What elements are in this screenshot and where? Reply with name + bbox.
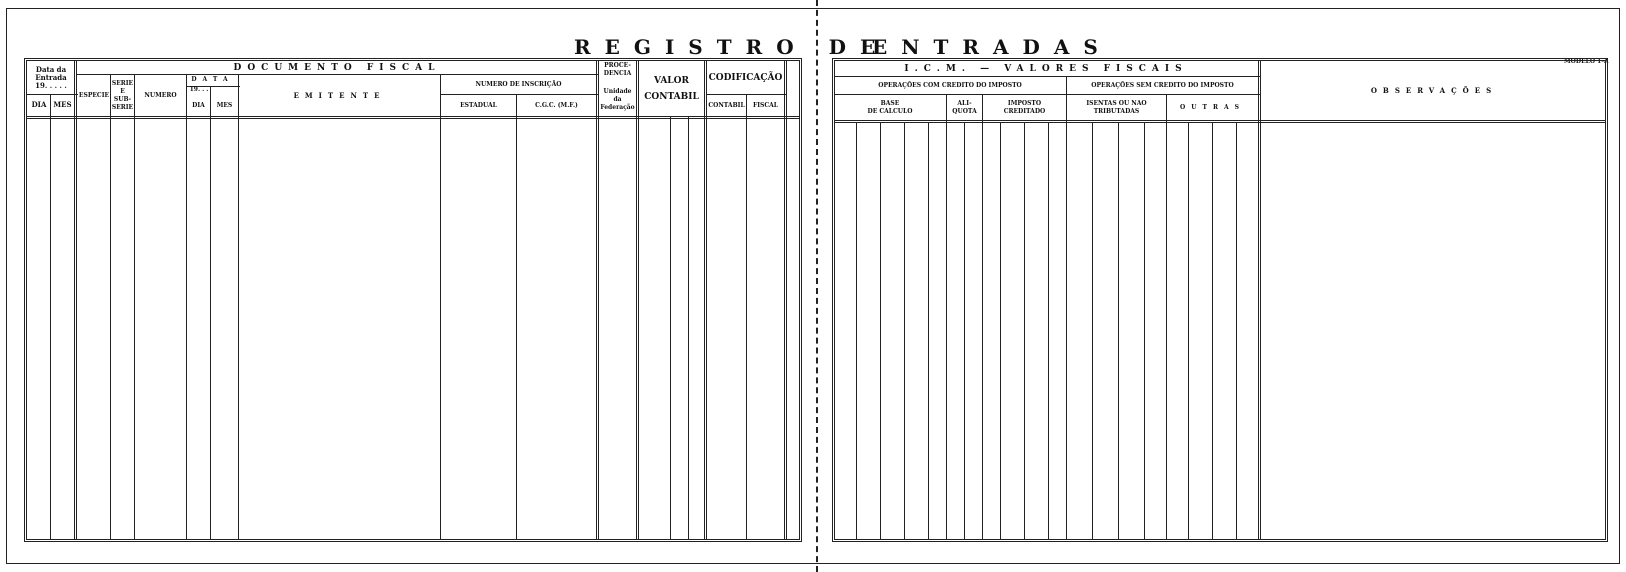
numero-header: NUMERO: [144, 92, 177, 99]
data-entrada-header: Data da Entrada 19. . . . .: [35, 65, 67, 90]
isentas-header: ISENTAS OU NAO TRIBUTADAS: [1086, 100, 1147, 115]
aliquota-header: ALI- QUOTA: [952, 100, 977, 115]
observacoes-header: OBSERVAÇÕES: [1370, 86, 1498, 95]
codificacao-header: CODIFICAÇÃO: [708, 73, 783, 83]
fiscal-values-table: [832, 58, 1608, 542]
contabil-header: CONTABIL: [708, 102, 745, 109]
data-mes-header: MES: [216, 102, 233, 109]
title-left: REGISTRO DE: [574, 35, 890, 59]
valor-contabil-header: VALOR CONTABIL: [644, 76, 699, 102]
estadual-header: ESTADUAL: [460, 102, 497, 109]
cgc-header: C.G.C. (M.F.): [535, 102, 578, 109]
documento-fiscal-header: DOCUMENTO FISCAL: [233, 63, 441, 73]
imposto-creditado-header: IMPOSTO CREDITADO: [1003, 100, 1046, 115]
mes-header: MES: [53, 100, 72, 109]
left-header-separator: [26, 116, 800, 119]
title-right: ENTRADAS: [872, 35, 1112, 59]
base-calculo-header: BASE DE CALCULO: [867, 100, 913, 115]
modelo-label: MODELO 1-A: [1564, 58, 1609, 65]
outras-header: OUTRAS: [1180, 104, 1245, 111]
serie-header: SERIE E SUB- SERIE: [111, 80, 134, 111]
op-com-credito-header: OPERAÇÕES COM CREDITO DO IMPOSTO: [878, 82, 1022, 89]
procedencia-header: PROCE- DENCIA Unidade da Federação: [600, 62, 635, 111]
op-sem-credito-header: OPERAÇÕES SEM CREDITO DO IMPOSTO: [1091, 82, 1234, 89]
right-header-separator: [834, 120, 1606, 123]
icm-header: I.C.M. — VALORES FISCAIS: [904, 64, 1188, 74]
dia-header: DIA: [31, 100, 47, 109]
fiscal-header: FISCAL: [752, 102, 779, 109]
fold-line: [816, 0, 818, 572]
entries-table: [24, 58, 802, 542]
data-header: DATA: [191, 76, 234, 83]
registro-entradas-sheet: [6, 8, 1620, 564]
emitente-header: EMITENTE: [293, 91, 386, 100]
especie-header: ESPECIE: [78, 92, 110, 99]
data-ano-header: 19. . .: [189, 86, 209, 93]
numero-inscricao-header: NUMERO DE INSCRIÇÃO: [475, 81, 562, 88]
data-dia-header: DIA: [192, 102, 205, 109]
